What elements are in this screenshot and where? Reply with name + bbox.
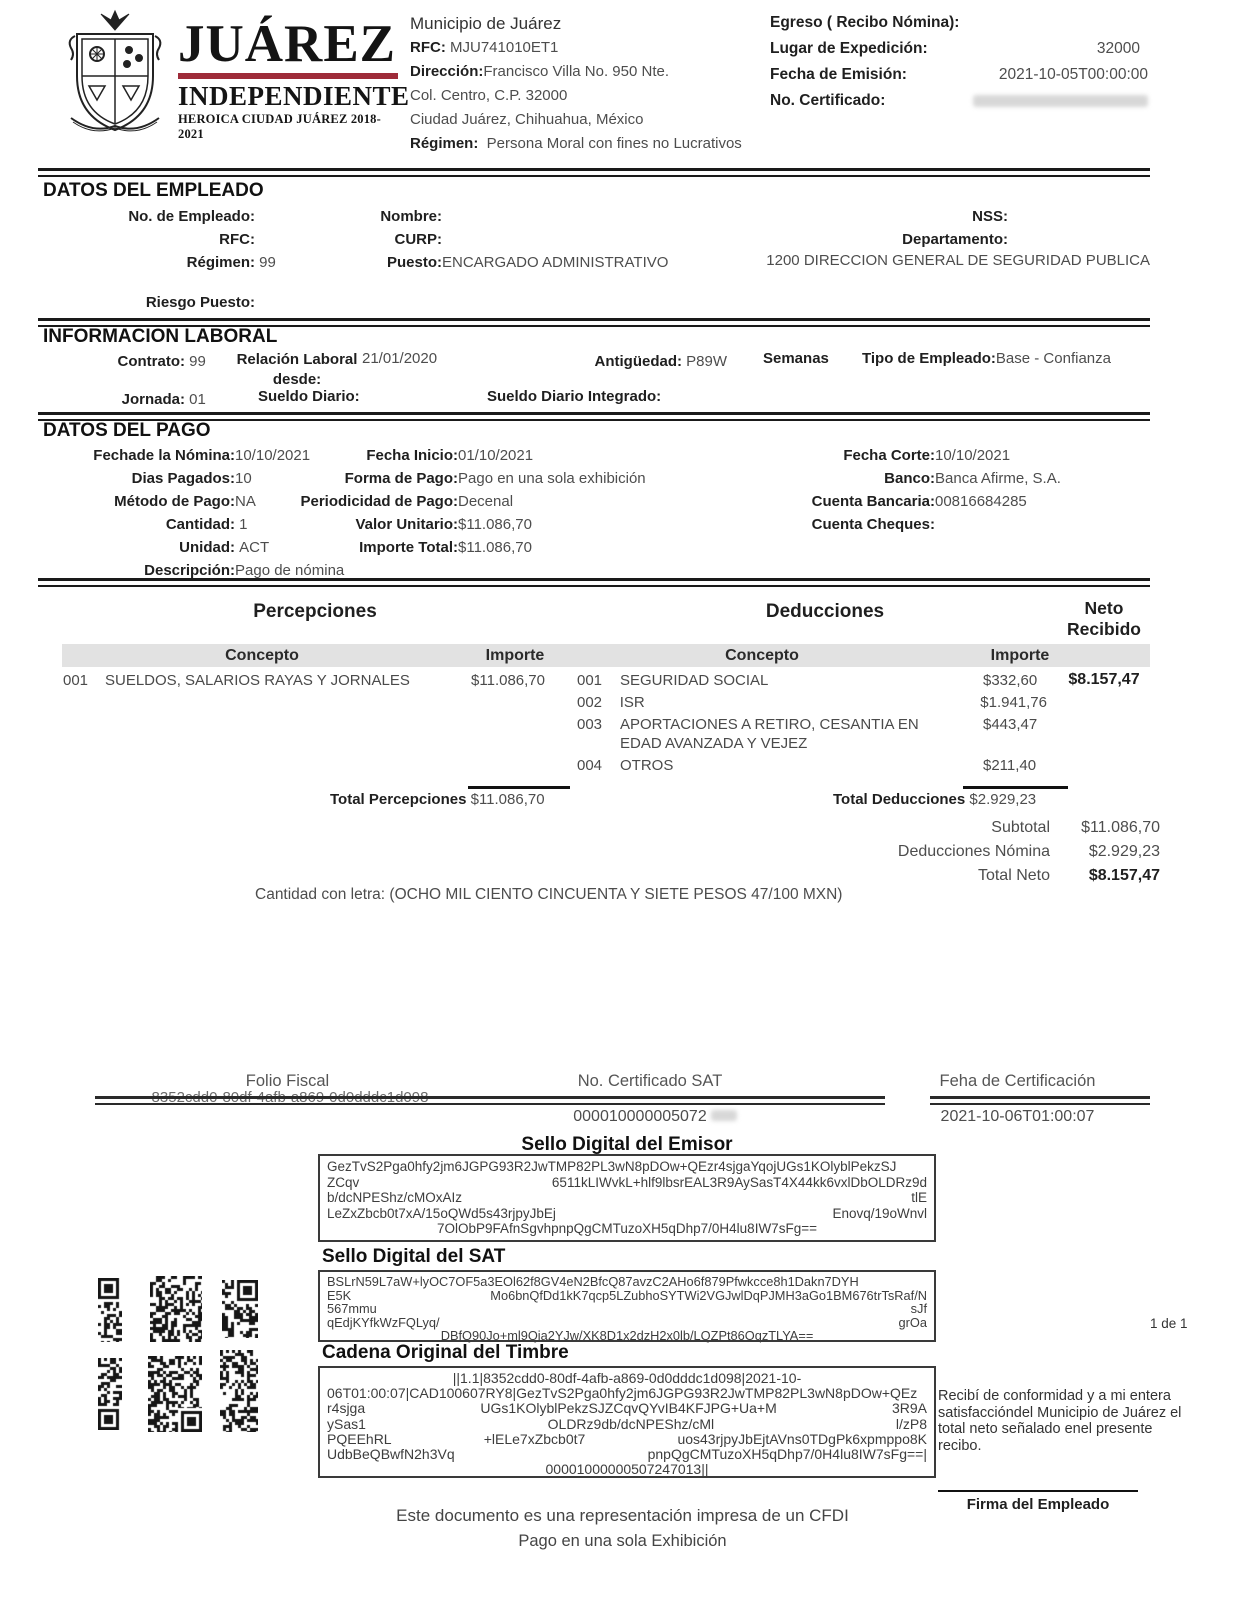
receipt-lugar: Lugar de Expedición: 32000 [770,40,1140,57]
issuer-colonia: Col. Centro, C.P. 32000 [410,87,568,104]
employee-col3 [762,205,1150,271]
redacted-digits [711,1110,737,1121]
payment-cuenta-bancaria: Cuenta Bancaria: 00816684285 [811,493,1027,510]
percepciones-title: Percepciones [253,601,377,622]
deduccion-row: 003 APORTACIONES A RETIRO, CESANTIA EN EDAD AVANZADA Y VEJEZ $443,47 [577,716,1038,752]
percepcion-row: 001 SUELDOS, SALARIOS RAYAS Y JORNALES $11.086,70 [63,672,545,689]
qr-code-fragment [220,1350,258,1432]
total-deducciones: Total Deducciones $2.929,23 [833,791,1037,808]
sello-line: ZCqv 6511kLIWvkL+hlf9lbsrEAL3R9AySasT4X44kk6vxlDbOLDRz9d [327,1174,927,1190]
sello-line: qEdjKYfkWzFQLyq/ grOa [327,1314,927,1330]
logo-red-bar [178,73,398,79]
employee-section-title: DATOS DEL EMPLEADO [43,180,264,201]
folio-fiscal-label: Folio Fiscal [245,1072,330,1090]
deduccion-row: 001 SEGURIDAD SOCIAL $332,60 [577,672,1038,689]
issuer-address: Dirección:Francisco Villa No. 950 Nte. [410,63,669,80]
qr-code-fragment [150,1276,202,1342]
deducciones-title: Deducciones [765,601,885,622]
summary-totals-block [890,816,1160,888]
cadena-line: 06T01:00:07|CAD100607RY8|GezTvS2Pga0hfy2jm6JGPG93R2JwTMP82PL3wN8pDOw+QEz [327,1385,918,1402]
employee-rfc: RFC: [219,231,255,248]
payment-descripcion: Descripción: Pago de nómina [144,562,345,579]
percepciones-importe-header: Importe [485,647,545,664]
deducciones-nomina-row: Deducciones Nómina $2.929,23 [897,843,1160,860]
cadena-line: r4sjga UGs1KOlyblPekzSJZCqvQYvIB4KFJPG+Ua+M 3R9A [327,1400,927,1417]
sello-line: b/dcNPEShz/cMOxAIz tlE [327,1190,927,1205]
neto-recibido-value: $8.157,47 [1068,671,1140,688]
labor-section-title: INFORMACION LABORAL [43,326,278,347]
employee-curp: CURP: [394,231,442,248]
payment-exhibition-text: Pago en una sola Exhibición [518,1532,727,1550]
subtotal-row: Subtotal $11.086,70 [991,819,1160,836]
payment-fecha-nomina: Fechade la Nómina: 10/10/2021 [93,447,311,464]
payment-unidad: Unidad: ACT [179,539,270,556]
neto-recibido-title: Neto Recibido [1067,598,1141,639]
juarez-coat-of-arms-icon [55,6,175,138]
deducciones-importe-header: Importe [990,647,1050,664]
qr-code-fragment [98,1278,122,1342]
fecha-certificacion-label: Feha de Certificación [939,1072,1096,1090]
cadena-line: PQEEhRL +lELe7xZbcb0t7 uos43rjpyJbEjtAVns0TDgPk6xpmppo8K [327,1430,927,1447]
payment-importe-total: Importe Total: $11.086,70 [359,539,532,556]
signature-label: Firma del Empleado [966,1496,1110,1513]
labor-relacion-value: 21/01/2020 [362,350,438,367]
sello-line: 7OlObP9FAfnSgvhpnpQgCMTuzoXH5qDhp7/0H4lu8IW7sFg== [437,1221,817,1236]
certification-divider [95,1096,1150,1105]
issuer-name: Municipio de Juárez [410,14,562,33]
folio-fiscal-value: 8352cdd0-80df-4afb-a869-0d0dddc1d098 [151,1089,429,1106]
labor-contrato: Contrato: 99 [117,353,206,370]
sello-emisor-title: Sello Digital del Emisor [521,1134,733,1155]
labor-sueldo-diario-label: Sueldo Diario: [258,388,360,405]
payment-periodicidad: Periodicidad de Pago: Decenal [300,493,514,510]
deducciones-concepto-header: Concepto [725,647,799,664]
employee-nss: NSS: [972,208,1008,225]
percepciones-list [63,671,545,693]
sello-sat-box [318,1270,936,1342]
cadena-line: ySas1 OLDRz9db/dcNPEShz/cMl l/zP8 [327,1415,927,1432]
table-header-band [62,644,1150,667]
logo-tagline: HEROICA CIUDAD JUÁREZ 2018-2021 [178,112,381,141]
labor-sueldo-integrado-label: Sueldo Diario Integrado: [487,388,662,405]
no-certificado-sat-label: No. Certificado SAT [577,1072,723,1090]
payment-cuenta-cheques: Cuenta Cheques: [811,516,935,533]
receipt-egreso: Egreso ( Recibo Nómina): [770,14,960,31]
total-deducciones-overline [963,786,1068,789]
deduccion-row: 002 ISR $1.941,76 [577,694,1047,711]
percepciones-concepto-header: Concepto [225,647,299,664]
total-percepciones: Total Percepciones $11.086,70 [330,791,545,808]
sello-line: GezTvS2Pga0hfy2jm6JGPG93R2JwTMP82PL3wN8pDOw+QEzr4sjgaYqojUGs1KOlyblPekzSJ [327,1159,897,1174]
employee-regimen: Régimen: 99 [186,254,276,271]
sello-line: 567mmu sJf [327,1301,927,1317]
payment-forma: Forma de Pago: Pago en una sola exhibición [344,470,646,487]
section-divider [38,578,1150,587]
logo-subtitle: INDEPENDIENTE [178,81,410,111]
qr-code-fragment [148,1356,202,1432]
sello-sat-title: Sello Digital del SAT [322,1246,506,1267]
redacted-certificate-number [973,95,1148,107]
employee-number: No. de Empleado: [128,208,255,225]
amount-in-words: Cantidad con letra: (OCHO MIL CIENTO CINCUENTA Y SIETE PESOS 47/100 MXN) [255,886,843,903]
cadena-original-box [318,1366,936,1478]
receipt-no-certificado: No. Certificado: [770,88,1148,114]
payment-dias-pagados: Dias Pagados: 10 [131,470,252,487]
sello-line: DBfQ90Jo+ml9Qia2YJw/XK8D1x2dzH2x0lb/LQZPt86OqzTLYA== [440,1328,814,1344]
employee-riesgo: Riesgo Puesto: [145,294,255,311]
signature-line [938,1490,1138,1492]
total-percepciones-overline [468,786,570,789]
acknowledgement-text: Recibí de conformidad y a mi entera satisfaccióndel Municipio de Juárez el total neto señalado enel presente recibo. [938,1388,1182,1454]
sello-line: E5K Mo6bnQfDd1kK7qcp5LZubhoSYTWi2VGJwlDqPJMH3aGo1BM676trTsRaf/N [327,1287,927,1303]
logo-wordmark-block [178,15,410,142]
qr-code-fragment [98,1358,122,1430]
no-certificado-sat-value: 000010000005072 [540,1108,770,1126]
payment-valor-unitario: Valor Unitario: $11.086,70 [355,516,532,533]
payment-cantidad: Cantidad: 1 [165,516,248,533]
payment-col2 [300,444,730,559]
qr-code-fragment [222,1280,258,1338]
section-divider [38,168,1150,177]
receipt-fecha-emision: Fecha de Emisión: 2021-10-05T00:00:00 [770,66,1148,83]
sello-emisor-box [318,1154,936,1242]
sello-line: LeZxZbcb0t7xA/15oQWd5s43rjpyJbEj Enovq/19oWnvl [327,1205,927,1221]
employee-col1 [43,205,373,314]
labor-semanas-label: Semanas [763,350,829,367]
employee-puesto: Puesto: ENCARGADO ADMINISTRATIVO [386,254,669,271]
cadena-line: ||1.1|8352cdd0-80df-4afb-a869-0d0dddc1d098|2021-10- [452,1370,802,1386]
issuer-rfc: RFC: MJU741010ET1 [410,39,559,56]
redaction-patch [885,1092,930,1106]
issuer-city: Ciudad Juárez, Chihuahua, México [410,111,644,128]
employee-departamento-value: 1200 DIRECCION GENERAL DE SEGURIDAD PUBLICA [766,252,1150,269]
receipt-info-block [770,10,1148,114]
employee-departamento-label-row: Departamento: [902,231,1008,248]
total-neto-row: Total Neto $8.157,47 [977,867,1160,884]
deducciones-list [577,671,1047,778]
sello-line: BSLrN59L7aW+lyOC7OF5a3EOl62f8GV4eN2BfcQ87avzC2AHo6f879Pfwkcce8h1Dakn7DYH [327,1274,859,1289]
employee-name: Nombre: [380,208,442,225]
page-number: 1 de 1 [1150,1316,1188,1331]
cfdi-representation-text: Este documento es una representación impresa de un CFDI [396,1506,849,1525]
payment-fecha-corte: Fecha Corte: 10/10/2021 [843,447,1011,464]
issuer-info-block [410,12,765,156]
cadena-original-title: Cadena Original del Timbre [322,1342,569,1363]
labor-jornada: Jornada: 01 [121,391,206,408]
labor-relacion-label: Relación Laboral desde: [236,351,358,388]
employee-col2 [370,205,760,274]
labor-tipo-empleado: Tipo de Empleado:Base - Confianza [862,350,1111,367]
issuer-regimen: Régimen: Persona Moral con fines no Lucrativos [410,135,742,152]
payment-fecha-inicio: Fecha Inicio: 01/10/2021 [366,447,534,464]
cadena-line: UdbBeQBwfN2h3Vq pnpQgCMTuzoXH5qDhp7/0H4lu8IW7sFg==| [327,1446,927,1463]
labor-antiguedad: Antigüedad: P89W [594,353,728,370]
logo-wordmark: JUÁREZ [178,15,397,73]
deduccion-row: 004 OTROS $211,40 [577,757,1037,774]
payment-col3 [770,444,1150,536]
fecha-certificacion-value: 2021-10-06T01:00:07 [940,1108,1095,1125]
payment-banco: Banco: Banca Afirme, S.A. [884,470,1061,487]
cadena-line: 00001000000507247013|| [545,1461,709,1478]
payment-metodo: Método de Pago: NA [114,493,256,510]
payment-section-title: DATOS DEL PAGO [43,420,211,441]
